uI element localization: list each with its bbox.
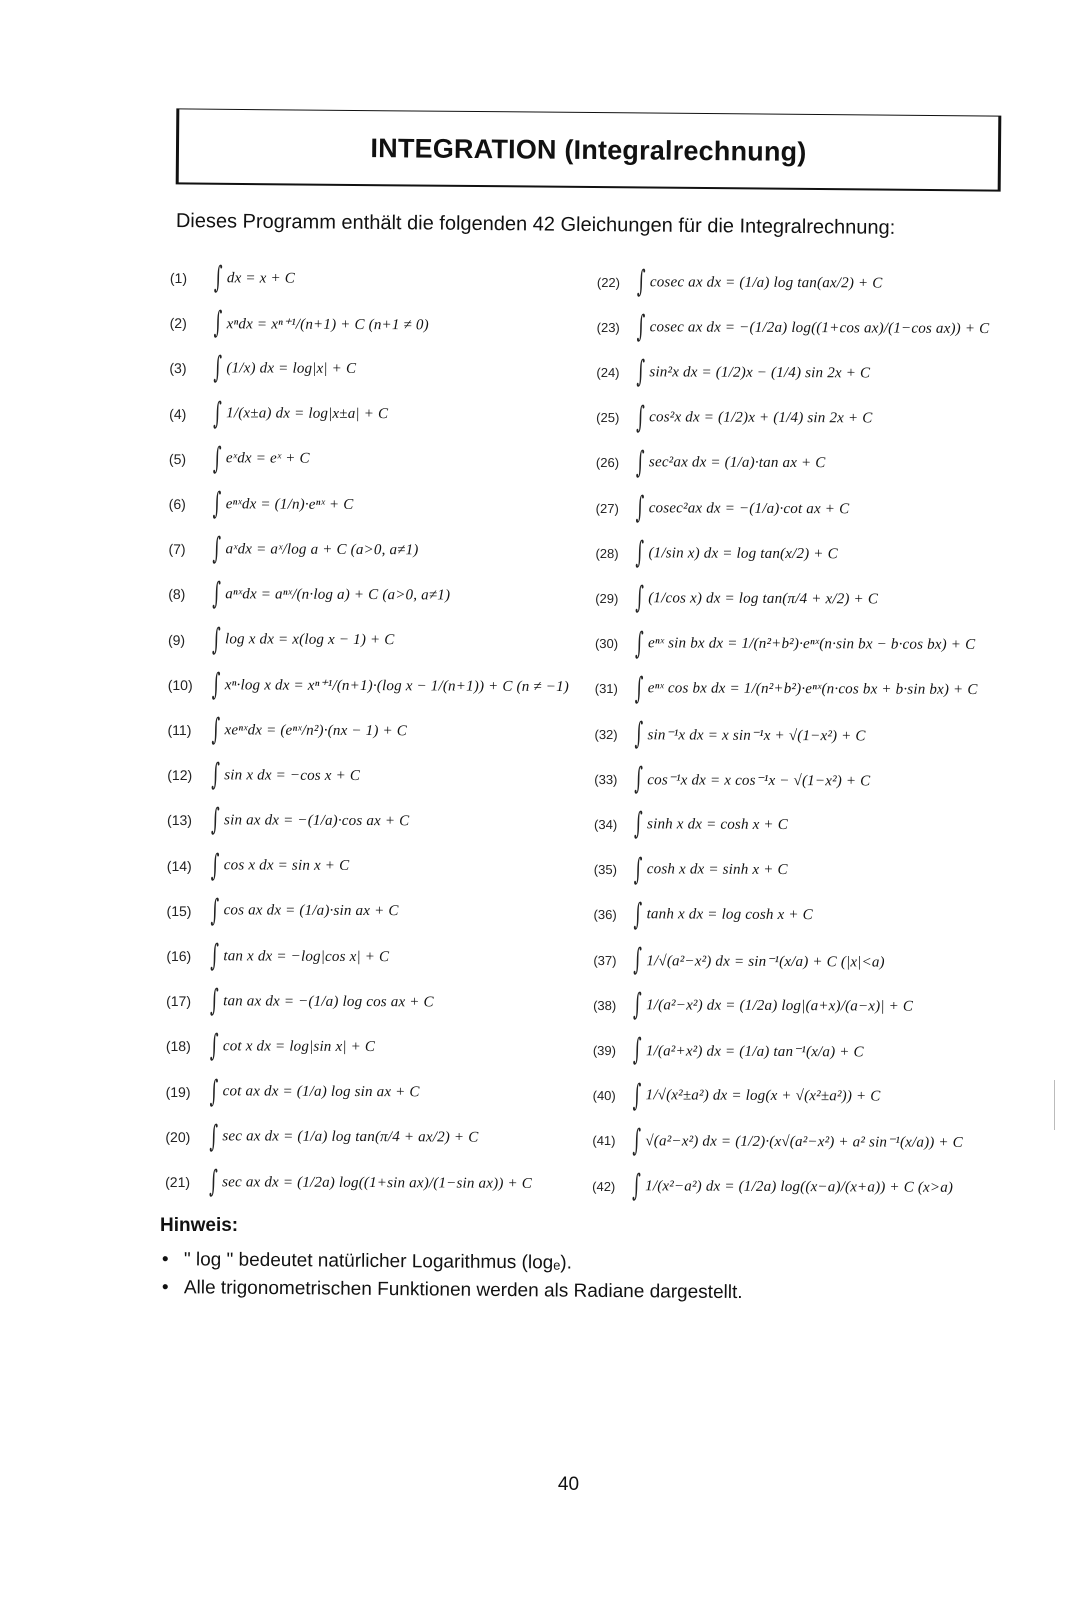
equation-number: (17) [166, 993, 192, 1010]
integral-sign-icon: ∫ [212, 531, 222, 567]
equation-formula: cot ax dx = (1/a) log sin ax + C [222, 1083, 420, 1101]
equation-formula: (1/cos x) dx = log tan(π/4 + x/2) + C [648, 590, 879, 608]
equation-number: (21) [165, 1173, 191, 1191]
integral-sign-icon: ∫ [636, 354, 646, 390]
equation-row [593, 895, 812, 936]
equation-number: (27) [595, 500, 619, 516]
equation-number: (32) [594, 726, 618, 742]
integral-sign-icon: ∫ [211, 621, 221, 657]
equation-formula: cot x dx = log|sin x| + C [222, 1038, 376, 1055]
equation-formula: tan ax dx = −(1/a) log cos ax + C [223, 992, 434, 1011]
integral-sign-icon: ∫ [211, 667, 221, 703]
integral-sign-icon: ∫ [633, 896, 643, 933]
equation-formula: 1/(a²−x²) dx = (1/2a) log|(a+x)/(a−x)| + C [646, 996, 914, 1015]
integral-sign-icon: ∫ [634, 761, 643, 797]
equation-number: (39) [592, 1042, 617, 1059]
equation-row [166, 1026, 375, 1067]
intro-text: Dieses Programm enthält die folgenden 42 Gleichungen für die Integralrechnung: [175, 210, 896, 239]
equation-number: (33) [594, 771, 618, 787]
equation-row [597, 262, 883, 303]
equation-row [167, 846, 350, 887]
equation-number: (4) [169, 405, 187, 422]
equation-number: (42) [592, 1178, 616, 1194]
equation-row [168, 574, 450, 615]
equation-formula: xeⁿˣdx = (eⁿˣ/n²)·(nx − 1) + C [224, 721, 408, 739]
equation-formula: sin ax dx = −(1/a)·cos ax + C [224, 812, 410, 830]
equation-formula: sinh x dx = cosh x + C [647, 816, 788, 833]
equation-formula: eˣdx = eˣ + C [225, 450, 310, 468]
integral-sign-icon: ∫ [632, 1032, 642, 1068]
equation-number: (24) [596, 364, 620, 381]
integral-sign-icon: ∫ [212, 576, 221, 612]
equation-formula: cosec ax dx = (1/a) log tan(ax/2) + C [649, 273, 883, 291]
equation-formula: log x dx = x(log x − 1) + C [224, 631, 395, 649]
equations-right-column [592, 262, 1037, 1204]
equation-number: (29) [595, 590, 619, 607]
equation-number: (35) [593, 862, 617, 878]
equation-number: (3) [169, 360, 187, 377]
equation-formula: cos²x dx = (1/2)x + (1/4) sin 2x + C [649, 409, 873, 427]
integral-sign-icon: ∫ [209, 1119, 219, 1155]
equation-row [597, 307, 990, 349]
bullet-icon: • [161, 1249, 169, 1271]
equation-number: (30) [594, 636, 619, 652]
equation-number: (34) [594, 816, 618, 833]
equation-formula: 1/(x²−a²) dx = (1/2a) log((x−a)/(x+a)) + C (x>a) [645, 1177, 954, 1196]
equation-number: (12) [167, 767, 193, 784]
integral-sign-icon: ∫ [632, 1122, 642, 1159]
equation-formula: sec ax dx = (1/a) log tan(π/4 + ax/2) + C [222, 1128, 479, 1146]
equation-formula: 1/(x±a) dx = log|x±a| + C [226, 405, 389, 423]
equation-number: (31) [594, 681, 618, 697]
equation-row [596, 352, 870, 393]
equation-number: (2) [169, 315, 187, 332]
equation-formula: 1/(a²+x²) dx = (1/a) tan⁻¹(x/a) + C [645, 1043, 864, 1061]
equation-formula: sec ax dx = (1/2a) log((1+sin ax)/(1−sin ax)) + C [222, 1173, 533, 1192]
equation-number: (11) [167, 721, 192, 739]
equation-number: (26) [595, 455, 620, 471]
equation-number: (18) [165, 1038, 191, 1055]
equation-row [167, 755, 360, 796]
equation-row [595, 669, 978, 711]
integral-sign-icon: ∫ [210, 847, 220, 883]
hint-title: Hinweis: [160, 1215, 239, 1236]
integral-sign-icon: ∫ [632, 1168, 641, 1204]
equation-number: (16) [166, 947, 192, 965]
equation-row [594, 804, 788, 845]
equation-formula: (1/x) dx = log|x| + C [226, 360, 357, 377]
equation-number: (13) [167, 812, 193, 829]
integral-sign-icon: ∫ [633, 942, 643, 978]
equation-formula: tanh x dx = log cosh x + C [646, 906, 813, 924]
equation-number: (1) [169, 269, 188, 287]
equation-number: (14) [166, 857, 192, 874]
equation-row [595, 624, 976, 666]
integral-sign-icon: ∫ [636, 264, 646, 300]
equation-number: (15) [166, 902, 192, 919]
equation-formula: dx = x + C [226, 269, 296, 287]
integral-sign-icon: ∫ [212, 486, 222, 522]
integral-sign-icon: ∫ [213, 305, 223, 341]
integral-sign-icon: ∫ [209, 1073, 219, 1109]
integral-sign-icon: ∫ [633, 806, 643, 842]
equation-number: (38) [593, 997, 617, 1013]
equation-number: (36) [593, 907, 617, 923]
equation-row [593, 1076, 881, 1118]
equation-row [166, 1072, 420, 1113]
equation-row [592, 1121, 963, 1163]
integral-sign-icon: ∫ [211, 757, 220, 793]
equation-row [595, 578, 878, 619]
equation-formula: cos x dx = sin x + C [223, 857, 350, 875]
integral-sign-icon: ∫ [634, 625, 644, 661]
equation-row [592, 1166, 953, 1208]
equation-row [593, 1030, 864, 1071]
integral-sign-icon: ∫ [634, 716, 644, 752]
equation-formula: cosh x dx = sinh x + C [646, 861, 788, 879]
equation-number: (20) [165, 1128, 191, 1145]
hint-item [160, 1274, 743, 1307]
integral-sign-icon: ∫ [633, 987, 642, 1023]
integral-sign-icon: ∫ [209, 1028, 219, 1064]
equation-row [596, 443, 826, 484]
hint-item-text: Alle trigonometrischen Funktionen werden als Radiane dargestellt. [183, 1277, 743, 1304]
equation-number: (6) [168, 495, 186, 513]
equation-number: (9) [167, 631, 186, 648]
equation-formula: eⁿˣ sin bx dx = 1/(n²+b²)·eⁿˣ(n·sin bx − b·cos bx) + C [647, 635, 976, 654]
equation-row [169, 394, 388, 435]
equation-row [166, 891, 398, 932]
equation-number: (28) [595, 545, 619, 561]
hint-list [160, 1246, 743, 1302]
equation-formula: tan x dx = −log|cos x| + C [223, 947, 390, 965]
equation-number: (37) [593, 952, 617, 968]
equation-formula: xⁿdx = xⁿ⁺¹/(n+1) + C (n+1 ≠ 0) [226, 315, 429, 334]
integral-sign-icon: ∫ [213, 350, 223, 386]
integral-sign-icon: ∫ [213, 395, 222, 431]
integral-sign-icon: ∫ [209, 1164, 218, 1200]
integral-sign-icon: ∫ [635, 490, 645, 526]
equation-formula: 1/√(x²±a²) dx = log(x + √(x²±a²)) + C [645, 1087, 881, 1105]
equation-formula: xⁿ·log x dx = xⁿ⁺¹/(n+1)·(log x − 1/(n+1)) + C (n ≠ −1) [224, 677, 570, 696]
title-box [176, 108, 1002, 191]
integral-sign-icon: ∫ [210, 983, 219, 1019]
equation-formula: cosec²ax dx = −(1/a)·cot ax + C [648, 499, 850, 517]
equation-number: (7) [168, 541, 186, 558]
equation-row [594, 850, 788, 891]
equation-row [167, 710, 407, 751]
equation-formula: cos ax dx = (1/a)·sin ax + C [223, 902, 399, 920]
page-title: INTEGRATION (Integralrechnung) [370, 133, 807, 167]
equation-formula: sin²x dx = (1/2)x − (1/4) sin 2x + C [649, 364, 871, 382]
equation-number: (8) [168, 586, 186, 603]
integral-sign-icon: ∫ [211, 712, 221, 748]
equation-row [593, 985, 913, 1027]
equation-row [168, 665, 569, 707]
equation-row [170, 258, 295, 299]
equation-row [166, 981, 434, 1022]
equation-number: (10) [167, 676, 193, 693]
equation-row [165, 1117, 478, 1159]
equation-row [169, 484, 354, 525]
equation-row [167, 800, 410, 841]
equation-row [596, 488, 850, 529]
integral-sign-icon: ∫ [635, 535, 645, 571]
equation-row [593, 940, 885, 982]
page-number: 40 [557, 1474, 580, 1495]
equation-formula: eⁿˣdx = (1/n)·eⁿˣ + C [225, 495, 354, 513]
integral-sign-icon: ∫ [633, 851, 643, 887]
equation-row [594, 759, 870, 800]
equation-row [170, 303, 429, 344]
integral-sign-icon: ∫ [635, 580, 644, 616]
integral-sign-icon: ∫ [635, 445, 645, 481]
equation-formula: eⁿˣ cos bx dx = 1/(n²+b²)·eⁿˣ(n·cos bx + b·sin bx) + C [647, 680, 978, 699]
integral-sign-icon: ∫ [212, 441, 222, 477]
equation-row [594, 714, 865, 755]
equation-formula: sec²ax dx = (1/a)·tan ax + C [648, 454, 826, 472]
equation-row [168, 529, 418, 570]
integral-sign-icon: ∫ [210, 893, 220, 929]
hint-item-text: " log " bedeutet natürlicher Logarithmus (logₑ). [183, 1249, 573, 1274]
integral-sign-icon: ∫ [634, 671, 644, 707]
integral-sign-icon: ∫ [213, 260, 223, 296]
equation-row [169, 439, 310, 480]
equation-row [168, 620, 395, 661]
equation-formula: aⁿˣdx = aⁿˣ/(n·log a) + C (a>0, a≠1) [225, 586, 451, 604]
bullet-icon: • [161, 1277, 169, 1299]
equations-left-column [165, 258, 600, 1200]
equation-number: (25) [596, 410, 620, 426]
equation-number: (40) [592, 1088, 616, 1104]
equation-number: (5) [168, 450, 187, 467]
equation-row [595, 533, 838, 574]
equation-number: (19) [165, 1083, 191, 1100]
integral-sign-icon: ∫ [210, 802, 220, 838]
scan-edge-mark [1054, 1080, 1055, 1130]
integral-sign-icon: ∫ [210, 938, 220, 974]
integral-sign-icon: ∫ [636, 399, 645, 435]
equation-formula: √(a²−x²) dx = (1/2)·(x√(a²−x²) + a² sin⁻¹(x/a)) + C [645, 1133, 963, 1152]
equation-row [165, 1162, 532, 1204]
equation-formula: 1/√(a²−x²) dx = sin⁻¹(x/a) + C (|x|<a) [646, 952, 885, 971]
equation-number: (23) [596, 319, 620, 335]
equation-row [166, 936, 389, 977]
equation-number: (22) [596, 274, 621, 290]
equation-row [169, 348, 356, 389]
equation-formula: aˣdx = aˣ/log a + C (a>0, a≠1) [225, 540, 419, 558]
equation-formula: sin⁻¹x dx = x sin⁻¹x + √(1−x²) + C [647, 726, 866, 744]
equation-formula: (1/sin x) dx = log tan(x/2) + C [648, 544, 838, 562]
equation-formula: cosec ax dx = −(1/2a) log((1+cos ax)/(1−cos ax)) + C [649, 318, 990, 337]
integral-sign-icon: ∫ [636, 309, 646, 345]
equation-row [596, 398, 872, 439]
equation-number: (41) [592, 1133, 616, 1149]
equation-formula: cos⁻¹x dx = x cos⁻¹x − √(1−x²) + C [647, 771, 871, 790]
integral-sign-icon: ∫ [632, 1077, 642, 1113]
equation-formula: sin x dx = −cos x + C [224, 766, 361, 784]
